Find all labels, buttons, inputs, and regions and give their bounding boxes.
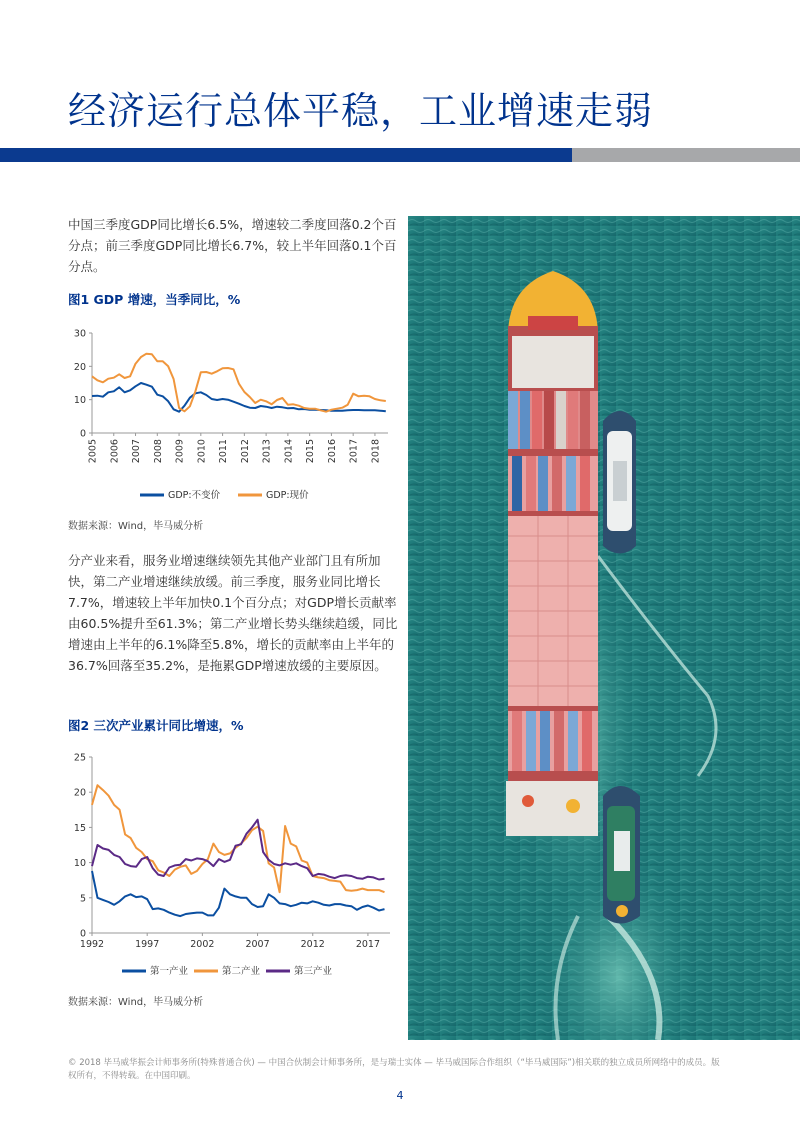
y-tick-label: 15 [73, 822, 86, 834]
legend-label: 第三产业 [294, 966, 333, 977]
y-tick-label: 25 [73, 752, 86, 764]
x-tick-label: 2012 [300, 939, 325, 950]
page-title: 经济运行总体平稳，工业增速走弱 [68, 89, 654, 133]
y-tick-label: 10 [73, 395, 86, 407]
series-line-1 [92, 871, 385, 916]
legend-item-3 [266, 965, 333, 977]
y-tick-label: 20 [73, 787, 86, 799]
series-line-3 [92, 820, 385, 880]
x-tick-label: 2009 [174, 439, 186, 464]
x-tick-label: 2002 [190, 939, 215, 950]
x-tick-label: 2007 [131, 439, 143, 464]
tugboat-lower [603, 786, 640, 924]
figure-1-source: 数据来源：Wind，毕马威分析 [68, 521, 204, 532]
x-tick-label: 2013 [261, 439, 273, 464]
x-tick-label: 2017 [355, 939, 381, 950]
legend-label: 第二产业 [222, 966, 261, 977]
x-tick-label: 2011 [218, 439, 230, 464]
figure-2-source: 数据来源：Wind，毕马威分析 [68, 997, 204, 1008]
x-tick-label: 2012 [239, 439, 251, 464]
legend-item-1 [140, 489, 221, 501]
figure-2-title: 图2 三次产业累计同比增速，% [68, 718, 244, 733]
legend-item-2 [194, 965, 261, 977]
y-tick-label: 30 [73, 328, 86, 340]
header-bar-gray [572, 148, 800, 162]
figure-1-title: 图1 GDP 增速，当季同比，% [68, 292, 241, 307]
y-tick-label: 10 [73, 858, 86, 870]
legend-item-1 [122, 965, 189, 977]
y-tick-label: 5 [79, 893, 86, 905]
x-tick-label: 1997 [135, 939, 160, 950]
legend-label: GDP:现价 [266, 490, 309, 501]
container-ship-aerial-photo [408, 216, 800, 1040]
x-tick-label: 2006 [109, 439, 121, 464]
x-tick-label: 2015 [305, 439, 317, 464]
legend-label: GDP:不变价 [168, 490, 221, 501]
footer-copyright: © 2018 毕马威华振会计师事务所(特殊普通合伙) — 中国合伙制会计师事务所，是与瑞士实体 — 毕马威国际合作组织（“毕马威国际”)相关联的独立成员所网络中的成员。版权所有，不得转载。在中国印刷。 [68, 1058, 720, 1081]
x-tick-label: 2018 [370, 439, 382, 464]
x-tick-label: 2005 [87, 439, 99, 464]
x-tick-label: 2008 [152, 439, 164, 464]
tugboat-upper [603, 411, 636, 554]
body-paragraph: 分产业来看，服务业增速继续领先其他产业部门且有所加快，第二产业增速继续放缓。前三季度，服务业同比增长7.7%，增速较上半年加快0.1个百分点；对GDP增长贡献率由60.5%提升至61.3%；第二产业增长势头继续趋缓，同比增速由上半年的6.1%降至5.8%，增长的贡献率由上半年的36.7%回落至35.2%，是拖累GDP增速放缓的主要原因。 [68, 553, 398, 673]
gdp-growth-chart [60, 320, 400, 530]
x-tick-label: 2016 [326, 439, 338, 464]
x-tick-label: 2010 [196, 439, 208, 464]
page-number: 4 [396, 1089, 404, 1102]
container-ship [506, 271, 598, 836]
x-tick-label: 2017 [348, 439, 360, 464]
legend-item-2 [238, 489, 309, 501]
header-bar-blue [0, 148, 572, 162]
y-tick-label: 0 [79, 428, 86, 440]
y-tick-label: 0 [79, 928, 86, 940]
legend-label: 第一产业 [150, 966, 189, 977]
x-tick-label: 2007 [245, 939, 270, 950]
intro-paragraph: 中国三季度GDP同比增长6.5%，增速较二季度回落0.2个百分点；前三季度GDP同比增长6.7%，较上半年回落0.1个百分点。 [68, 217, 397, 274]
x-tick-label: 1992 [79, 939, 105, 950]
industry-growth-chart [60, 745, 400, 985]
x-tick-label: 2014 [283, 439, 295, 464]
y-tick-label: 20 [73, 361, 86, 373]
